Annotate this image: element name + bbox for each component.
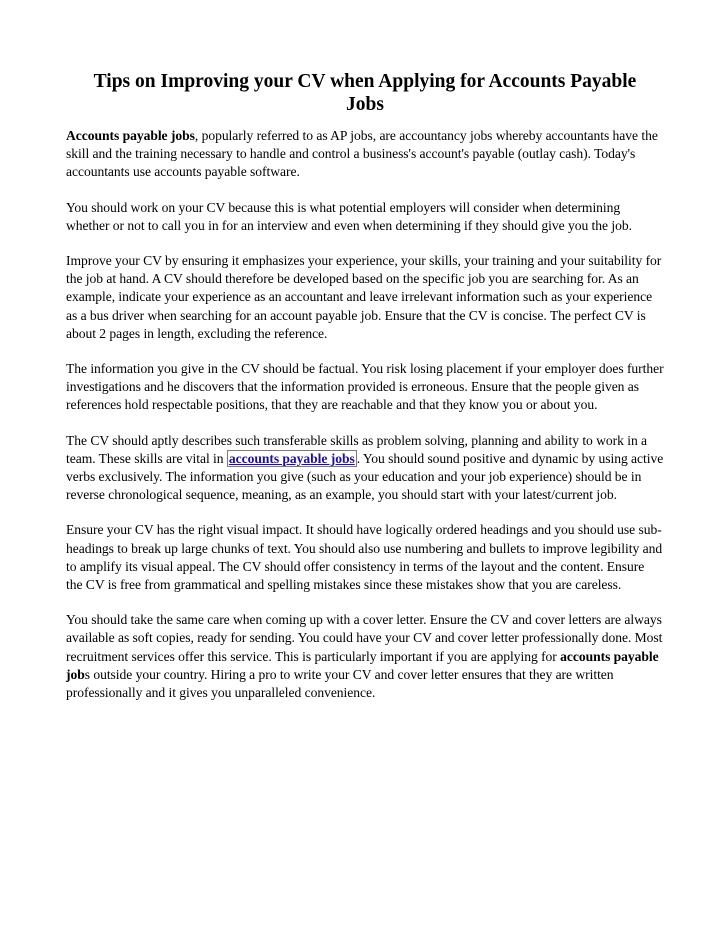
- accounts-payable-jobs-link-box[interactable]: [227, 450, 357, 467]
- paragraph-7-bold: accounts payable job: [66, 648, 659, 682]
- paragraph-6: Ensure your CV has the right visual impact. It should have logically ordered headings and you should use sub-headings to break up large chunks of text. You should also use numbering and bullets to improve legibility and to amplify its visual appeal. The CV should offer consistency in terms of the layout and the content. Ensure the CV is free from grammatical and spelling mistakes since these mistakes show that you are careless.: [66, 522, 663, 593]
- document-title: Tips on Improving your CV when Applying for Accounts Payable Jobs: [93, 71, 637, 115]
- paragraph-3: Improve your CV by ensuring it emphasizes your experience, your skills, your training and your suitability for the job at hand. A CV should therefore be developed based on the specific job you are searching for. As an example, indicate your experience as an accountant and leave irrelevant information such as your experience as a bus driver when searching for an account payable job. Ensure that the CV is concise. The perfect CV is about 2 pages in length, excluding the reference.: [66, 253, 662, 341]
- paragraph-5-before: The CV should aptly describes such transferable skills as problem solving, planning and ability to work in a team. These skills are vital in: [66, 432, 648, 466]
- paragraph-2: You should work on your CV because this is what potential employers will consider when determining whether or not to call you in for an interview and even when determining if they should give you the job.: [66, 199, 632, 233]
- paragraph-5: [66, 432, 664, 505]
- document-page: [66, 70, 664, 719]
- paragraph-1-bold-lead: Accounts payable jobs: [66, 128, 195, 143]
- paragraph-7: [66, 611, 664, 702]
- accounts-payable-jobs-link[interactable]: accounts payable jobs: [228, 450, 355, 466]
- paragraph-7-before: You should take the same care when coming up with a cover letter. Ensure the CV and cover letters are always available as soft copies, ready for sending. You could have your CV and cover letter professionally done. Most recruitment services offer this service. This is particularly important if you are applying for: [66, 612, 663, 664]
- paragraph-5-after: . You should sound positive and dynamic by using active verbs exclusively. The information you give (such as your education and your job experience) should be in reverse chronological sequence, meaning, as an example, you should start with your latest/current job.: [66, 450, 664, 503]
- paragraph-1: [66, 127, 664, 182]
- paragraph-4: The information you give in the CV should be factual. You risk losing placement if your employer does further investigations and he discovers that the information provided is erroneous. Ensure that the people given as references hold respectable positions, that they are reachable and that they know you or about you.: [66, 361, 664, 413]
- paragraph-1-text: , popularly referred to as AP jobs, are accountancy jobs whereby accountants have the skill and the training necessary to handle and control a business's account's payable (outlay cash). Today's accountants use accounts payable software.: [66, 128, 658, 180]
- paragraph-7-after: s outside your country. Hiring a pro to write your CV and cover letter ensures that they are written professionally and it gives you unparalleled convenience.: [66, 666, 614, 701]
